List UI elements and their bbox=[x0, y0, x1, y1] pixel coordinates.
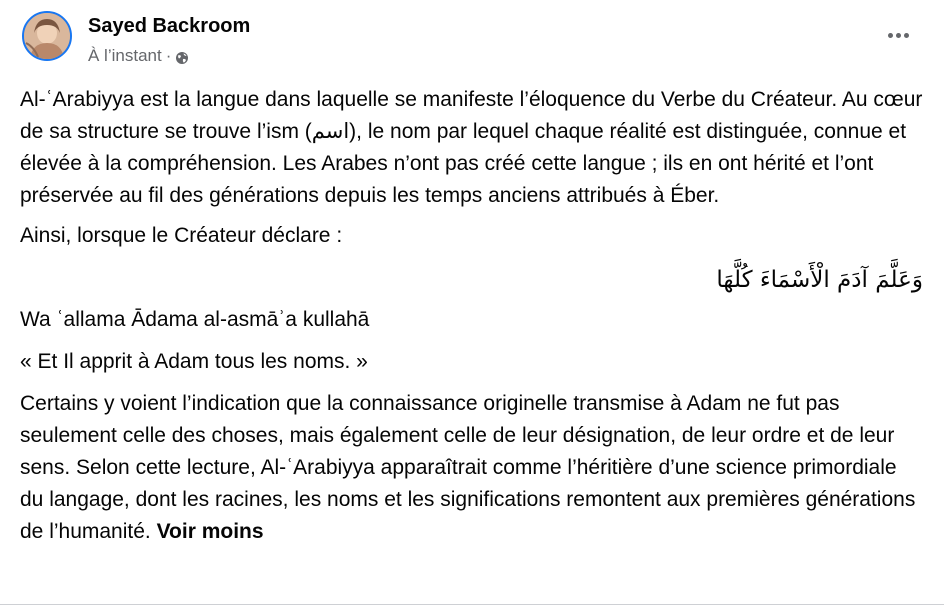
author-name[interactable]: Sayed Backroom bbox=[88, 15, 251, 37]
more-options-icon-dot bbox=[904, 33, 909, 38]
post-paragraph-text: Certains y voient l’indication que la connaissance originelle transmise à Adam ne fut pas seulement celle des choses, mais également celle de leur désignation, de leur ordre et de leur sens. Selon cette lecture, Al-ʿArabiyya apparaîtrait comme l’héritière d’une science primordiale du langage, dont les racines, les noms et les significations remontent aux premières générations de l’humanité. bbox=[20, 392, 916, 543]
globe-icon[interactable] bbox=[175, 49, 189, 63]
avatar-image bbox=[24, 13, 70, 59]
post-paragraph: Ainsi, lorsque le Créateur déclare : bbox=[20, 224, 343, 247]
post-paragraph-last bbox=[20, 388, 925, 548]
see-less-link[interactable]: Voir moins bbox=[156, 520, 264, 543]
post-divider bbox=[0, 604, 944, 605]
more-options-icon-dot bbox=[896, 33, 901, 38]
verse-translation: « Et Il apprit à Adam tous les noms. » bbox=[20, 350, 368, 373]
post-timestamp[interactable]: À l’instant bbox=[88, 46, 162, 65]
more-options-button[interactable] bbox=[882, 22, 914, 48]
post-meta bbox=[88, 45, 189, 67]
author-avatar[interactable] bbox=[22, 11, 72, 61]
post-body bbox=[20, 84, 925, 548]
verse-transliteration: Wa ʿallama Ādama al-asmāʾa kullahā bbox=[20, 308, 370, 331]
arabic-verse: وَعَلَّمَ آدَمَ الْأَسْمَاءَ كُلَّهَا bbox=[716, 267, 923, 293]
more-options-icon bbox=[888, 33, 893, 38]
meta-separator: · bbox=[165, 46, 172, 65]
post-paragraph: Al-ʿArabiyya est la langue dans laquelle se manifeste l’éloquence du Verbe du Créateur. Au cœur de sa structure se trouve l’ism (اسم), le nom par lequel chaque réalité est distinguée, connue et élevée à la compréhension. Les Arabes n’ont pas créé cette langue ; ils en ont hérité et l’ont préservée au fil des générations depuis les temps anciens attribués à Éber. bbox=[20, 88, 923, 207]
